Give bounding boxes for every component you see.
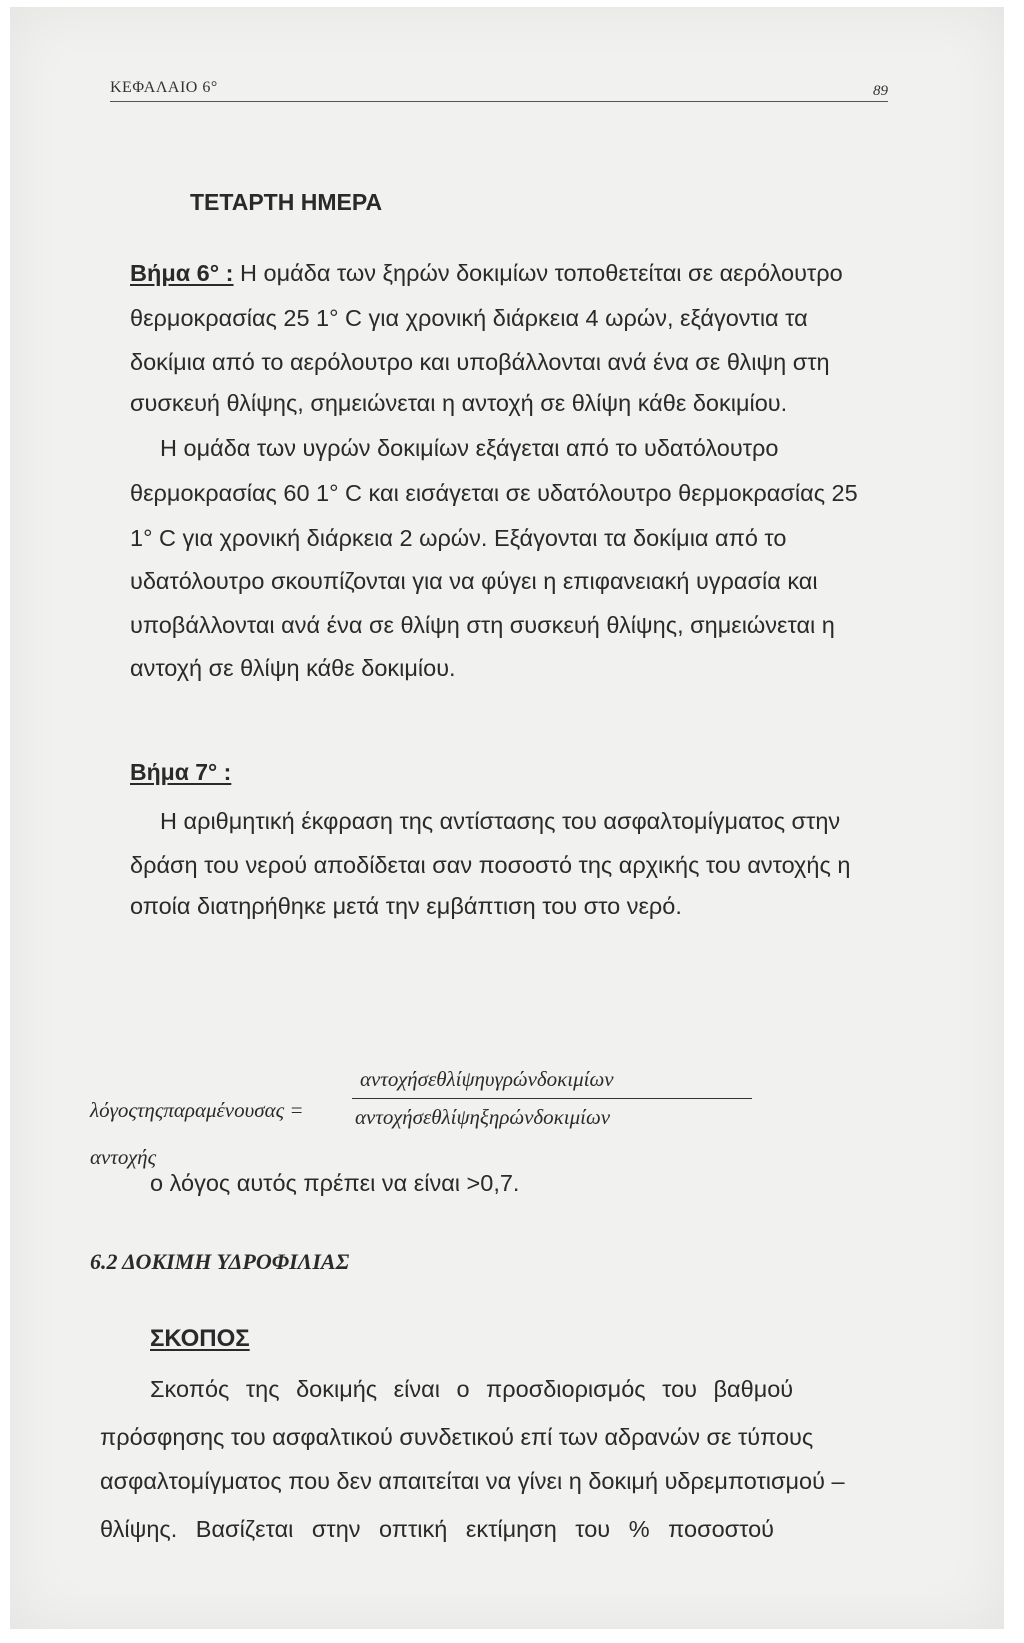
day-title: ΤΕΤΑΡΤΗ ΗΜΕΡΑ bbox=[190, 189, 383, 215]
purpose-line: πρόσφησης του ασφαλτικού συνδετικού επί των αδρανών σε τύπους bbox=[100, 1424, 814, 1450]
purpose-heading: ΣΚΟΠΟΣ bbox=[150, 1325, 250, 1352]
step7-line: οποία διατηρήθηκε μετά την εμβάπτιση του στο νερό. bbox=[130, 893, 682, 919]
document-page bbox=[10, 7, 1004, 1629]
step6-line: 1° C για χρονική διάρκεια 2 ωρών. Εξάγονται τα δοκίμια από το bbox=[130, 525, 787, 551]
running-header bbox=[110, 77, 888, 102]
page-number: 89 bbox=[873, 83, 888, 99]
formula-lhs: λόγοςτηςπαραμένουσας = bbox=[90, 1098, 304, 1122]
step6-line: συσκευή θλίψης, σημειώνεται η αντοχή σε θλίψη κάθε δοκιμίου. bbox=[130, 390, 788, 416]
formula-denominator: αντοχήσεθλίψηξηρώνδοκιμίων bbox=[355, 1105, 611, 1129]
purpose-line: θλίψης. Βασίζεται στην οπτική εκτίμηση του % ποσοστού bbox=[100, 1516, 775, 1542]
formula-lhs-continued: αντοχής bbox=[90, 1145, 157, 1169]
step7-line: δράση του νερού αποδίδεται σαν ποσοστό της αρχικής του αντοχής η bbox=[130, 852, 851, 878]
formula-note: ο λόγος αυτός πρέπει να είναι >0,7. bbox=[150, 1170, 520, 1196]
step6-line: θερμοκρασίας 25 1° C για χρονική διάρκεια 4 ωρών, εξάγοντια τα bbox=[130, 305, 808, 331]
step6-line: θερμοκρασίας 60 1° C και εισάγεται σε υδατόλουτρο θερμοκρασίας 25 bbox=[130, 480, 858, 506]
formula-numerator: αντοχήσεθλίψηυγρώνδοκιμίων bbox=[360, 1067, 614, 1091]
step7-line: Η αριθμητική έκφραση της αντίστασης του ασφαλτομίγματος στην bbox=[160, 808, 841, 834]
section-title: 6.2 ΔΟΚΙΜΗ ΥΔΡΟΦΙΛΙΑΣ bbox=[90, 1249, 350, 1274]
chapter-label: ΚΕΦΑΛΑΙΟ 6° bbox=[110, 79, 218, 96]
step6-line: αντοχή σε θλίψη κάθε δοκιμίου. bbox=[130, 655, 456, 681]
ratio-formula bbox=[90, 1067, 790, 1167]
step6-line: υδατόλουτρο σκουπίζονται για να φύγει η επιφανειακή υγρασία και bbox=[130, 568, 818, 594]
step7-label: Βήμα 7° : bbox=[130, 759, 232, 785]
step6-line: δοκίμια από το αερόλουτρο και υποβάλλονται ανά ένα σε θλιψη στη bbox=[130, 349, 830, 375]
fraction-bar bbox=[352, 1098, 752, 1099]
purpose-line: ασφαλτομίγματος που δεν απαιτείται να γίνει η δοκιμή υδρεμποτισμού – bbox=[100, 1468, 845, 1494]
step6-line: υποβάλλονται ανά ένα σε θλίψη στη συσκευή θλίψης, σημειώνεται η bbox=[130, 612, 835, 638]
step6-line: Βήμα 6° : Η ομάδα των ξηρών δοκιμίων τοποθετείται σε αερόλουτρο bbox=[130, 260, 843, 286]
step6-label: Βήμα 6° : bbox=[130, 260, 234, 286]
purpose-line: Σκοπός της δοκιμής είναι ο προσδιορισμός του βαθμού bbox=[150, 1376, 794, 1402]
step6-line: Η ομάδα των υγρών δοκιμίων εξάγεται από το υδατόλουτρο bbox=[160, 435, 779, 461]
